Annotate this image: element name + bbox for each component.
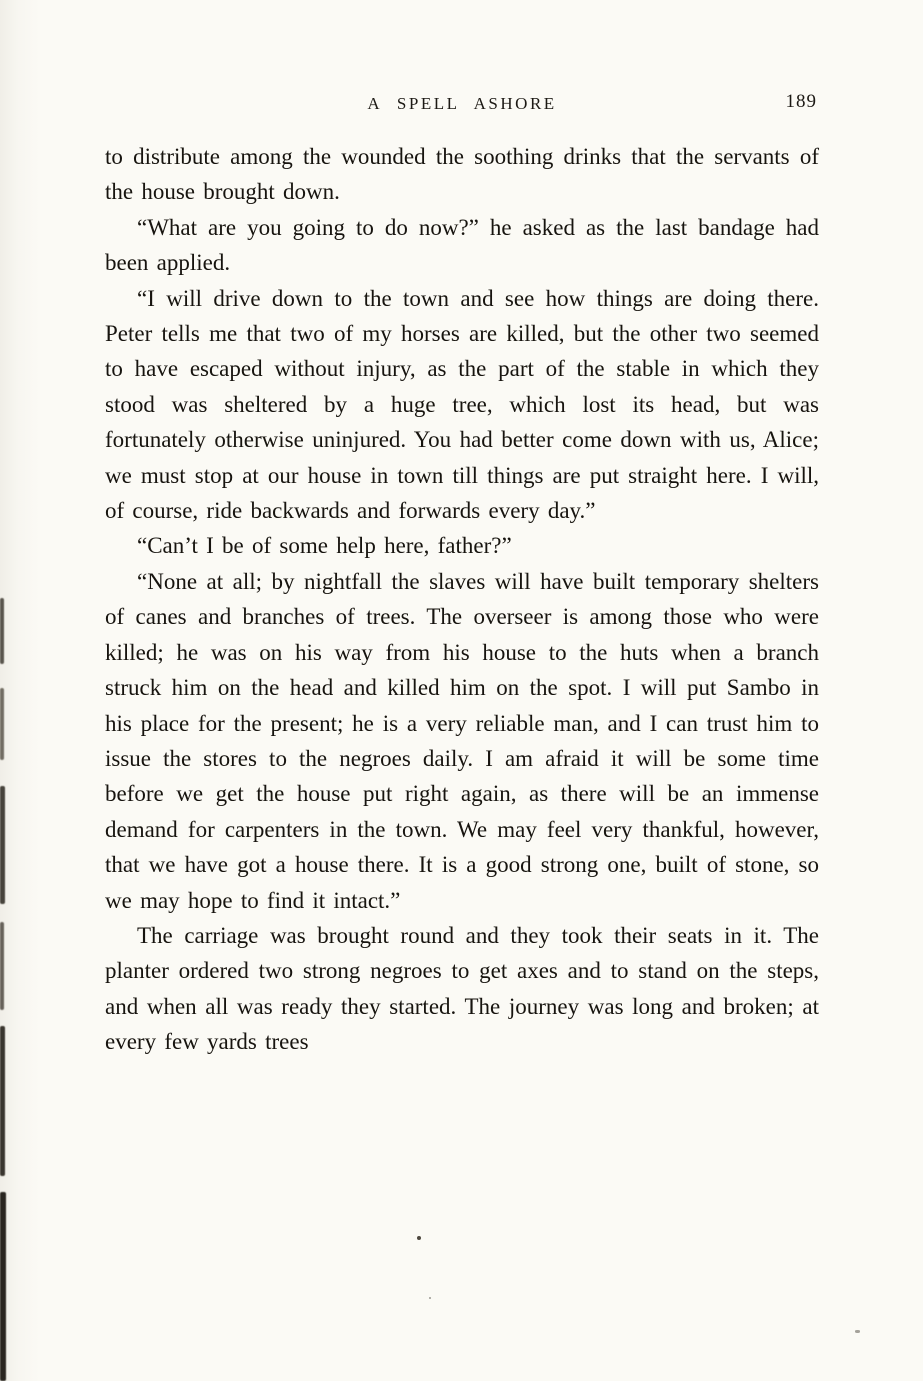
paragraph-4: “Can’t I be of some help here, father?” [137, 533, 512, 559]
page-body [105, 139, 819, 1060]
running-title: A SPELL ASHORE [367, 94, 557, 113]
paragraph-6: The carriage was brought round and they took their seats in it. The planter ordered two strong negroes to get axes and to stand on the steps, and when all was ready they started. The journey was long and broken; at every few yards trees [105, 922, 819, 1055]
scan-edge-mark [0, 598, 4, 664]
scan-edge-mark [0, 688, 4, 760]
scan-edge-mark [0, 1192, 6, 1381]
scan-edge-mark [0, 1026, 5, 1176]
scan-speck [855, 1330, 860, 1333]
paragraph-1: to distribute among the wounded the soothing drinks that the servants of the house brought down. [105, 144, 819, 205]
paragraph-2: “What are you going to do now?” he asked as the last bandage had been applied. [105, 214, 819, 276]
scan-edge-mark [0, 786, 5, 904]
paragraph-3: “I will drive down to the town and see how things are doing there. Peter tells me that two of my horses are killed, but the other two seemed to have escaped without injury, as the part of the stable in which they stood was sheltered by a huge tree, which lost its head, but was fortunately otherwise uninjured. You had better come down with us, Alice; we must stop at our house in town till things are put straight here. I will, of course, ride backwards and forwards every day.” [105, 285, 819, 524]
paragraph-5: “None at all; by nightfall the slaves will have built temporary shelters of canes and branches of trees. The overseer is among those who were killed; he was on his way from his house to the huts when a branch struck him on the head and killed him on the spot. I will put Sambo in his place for the present; he is a very reliable man, and I can trust him to issue the stores to the negroes daily. I am afraid it will be some time before we get the house put right again, as there will be an immense demand for carpenters in the town. We may feel very thankful, however, that we have got a house there. It is a good strong one, built of stone, so we may hope to find it intact.” [105, 568, 819, 913]
scan-speck [417, 1236, 421, 1240]
page-header [105, 91, 819, 120]
scan-edge-mark [0, 922, 4, 1010]
page-number: 189 [785, 91, 817, 112]
scan-speck [429, 1297, 431, 1299]
